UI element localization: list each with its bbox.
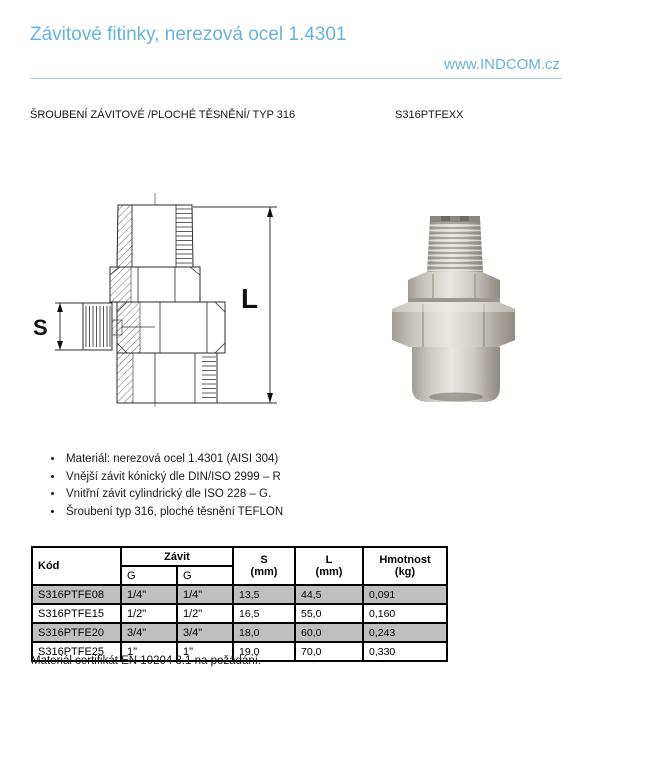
header-thread: Závit bbox=[121, 547, 233, 566]
header-weight-unit: (kg) bbox=[394, 566, 416, 578]
header-s bbox=[233, 547, 295, 585]
cell-l: 60,0 bbox=[295, 623, 363, 642]
product-photo-svg bbox=[383, 192, 533, 407]
product-photo bbox=[383, 192, 533, 407]
header-code: Kód bbox=[32, 547, 121, 585]
cell-code: S316PTFE25 bbox=[32, 642, 121, 661]
feature-list bbox=[48, 451, 283, 521]
header-rule bbox=[30, 78, 562, 79]
cell-code: S316PTFE08 bbox=[32, 585, 121, 604]
feature-item: • Materiál: nerezová ocel 1.4301 (AISI 304) bbox=[64, 451, 283, 469]
photo-thread-stud bbox=[427, 216, 483, 272]
cell-l: 44,5 bbox=[295, 585, 363, 604]
cell-s: 16,5 bbox=[233, 604, 295, 623]
photo-upper-hex bbox=[408, 272, 500, 304]
header-g2: G bbox=[177, 566, 233, 585]
technical-drawing bbox=[30, 185, 320, 415]
cell-g2: 1/4" bbox=[177, 585, 233, 604]
cell-g2: 3/4" bbox=[177, 623, 233, 642]
page-title: Závitové fitinky, nerezová ocel 1.4301 bbox=[30, 24, 347, 45]
header-l-unit: (mm) bbox=[315, 566, 343, 578]
dimension-s bbox=[33, 303, 85, 350]
header-s-label: S bbox=[260, 554, 268, 566]
cell-l: 55,0 bbox=[295, 604, 363, 623]
cell-code: S316PTFE15 bbox=[32, 604, 121, 623]
cell-s: 18,0 bbox=[233, 623, 295, 642]
product-code: S316PTFEXX bbox=[395, 109, 464, 121]
feature-item: • Vnější závit kónický dle DIN/ISO 2999 – R bbox=[64, 469, 283, 487]
website-link[interactable]: www.INDCOM.cz bbox=[444, 56, 560, 73]
header-g1: G bbox=[121, 566, 177, 585]
drawing-male-thread bbox=[117, 205, 193, 267]
cell-g1: 1" bbox=[121, 642, 177, 661]
table-row bbox=[32, 585, 447, 604]
header-s-unit: (mm) bbox=[250, 566, 278, 578]
header-l bbox=[295, 547, 363, 585]
header-l-label: L bbox=[325, 554, 333, 566]
feature-item: • Vnitřní závit cylindrický dle ISO 228 – G. bbox=[64, 486, 283, 504]
drawing-union-nut bbox=[117, 302, 225, 353]
photo-union-nut bbox=[392, 302, 515, 347]
feature-item: • Šroubení typ 316, ploché těsnění TEFLON bbox=[64, 504, 283, 522]
cell-weight: 0,091 bbox=[363, 585, 447, 604]
cell-g1: 1/2" bbox=[121, 604, 177, 623]
cell-g1: 3/4" bbox=[121, 623, 177, 642]
dim-s-label: S bbox=[33, 315, 48, 340]
certificate-note: Materiál certifikát EN 10204 3.1 na požádání. bbox=[31, 655, 262, 667]
drawing-lower-body bbox=[117, 353, 217, 403]
table-row bbox=[32, 623, 447, 642]
cell-weight: 0,160 bbox=[363, 604, 447, 623]
table-row bbox=[32, 604, 447, 623]
cell-code: S316PTFE20 bbox=[32, 623, 121, 642]
cell-l: 70,0 bbox=[295, 642, 363, 661]
cell-g2: 1" bbox=[177, 642, 233, 661]
cell-weight: 0,243 bbox=[363, 623, 447, 642]
table-header-row-1 bbox=[32, 547, 447, 566]
header-weight bbox=[363, 547, 447, 585]
cell-g1: 1/4" bbox=[121, 585, 177, 604]
technical-drawing-svg bbox=[30, 185, 320, 415]
cell-weight: 0,330 bbox=[363, 642, 447, 661]
drawing-female-socket bbox=[83, 303, 122, 350]
photo-bottom-cylinder bbox=[412, 347, 500, 402]
cell-s: 13,5 bbox=[233, 585, 295, 604]
spec-table bbox=[31, 546, 448, 662]
section-heading: ŠROUBENÍ ZÁVITOVÉ /PLOCHÉ TĚSNĚNÍ/ TYP 316 bbox=[30, 109, 296, 121]
cell-g2: 1/2" bbox=[177, 604, 233, 623]
cell-s: 19,0 bbox=[233, 642, 295, 661]
dim-l-label: L bbox=[241, 283, 259, 314]
header-weight-label: Hmotnost bbox=[379, 554, 431, 566]
drawing-upper-hex bbox=[110, 267, 200, 302]
